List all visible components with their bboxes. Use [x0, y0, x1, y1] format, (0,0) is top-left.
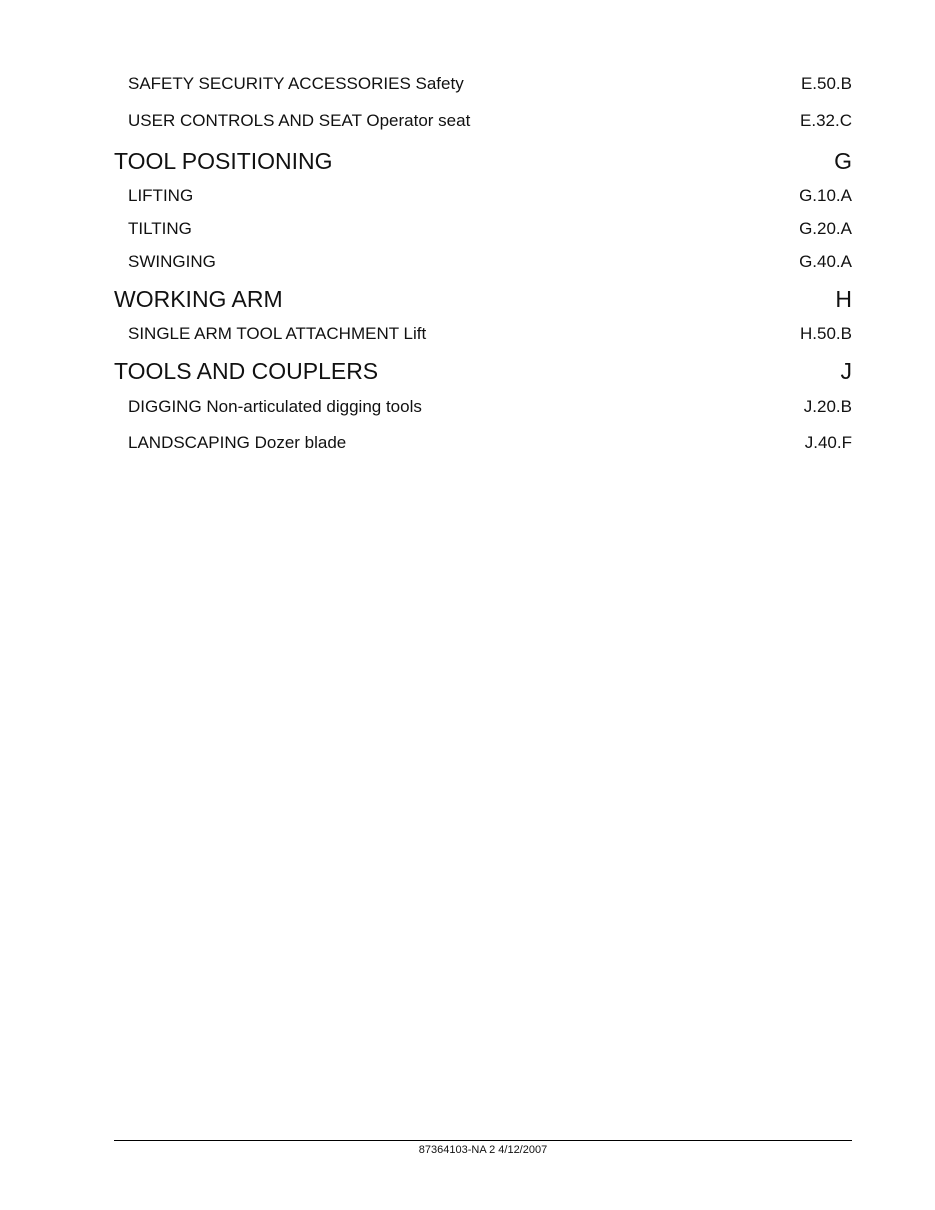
toc-entry-title: LIFTING: [128, 186, 194, 205]
toc-entry-title: SAFETY SECURITY ACCESSORIES Safety: [128, 74, 464, 93]
toc-section-code: G: [834, 148, 852, 174]
toc-section-code: J: [840, 358, 852, 384]
toc-entry[interactable]: [114, 433, 852, 453]
toc-entry-code: E.32.C: [800, 111, 852, 130]
toc-section-heading[interactable]: [114, 286, 852, 313]
toc-section-heading[interactable]: [114, 358, 852, 385]
footer-divider: [114, 1140, 852, 1141]
toc-entry-title: TILTING: [128, 219, 192, 238]
toc-entry-title: SINGLE ARM TOOL ATTACHMENT Lift: [128, 324, 427, 343]
toc-section-title: TOOL POSITIONING: [114, 148, 333, 174]
toc-entry-code: E.50.B: [800, 74, 852, 93]
toc-section-heading[interactable]: [114, 148, 852, 175]
toc-entry[interactable]: [114, 74, 852, 94]
toc-entry-code: H.50.B: [800, 324, 852, 343]
toc-entry-code: G.20.A: [799, 219, 852, 238]
toc-entry[interactable]: [114, 324, 852, 344]
toc-entry-code: J.20.B: [803, 397, 852, 416]
toc-entry-code: G.10.A: [799, 186, 852, 205]
toc-entry[interactable]: [114, 219, 852, 239]
toc-entry[interactable]: [114, 252, 852, 272]
toc-entry[interactable]: [114, 111, 852, 131]
toc-entry[interactable]: [114, 186, 852, 206]
toc-section-title: TOOLS AND COUPLERS: [114, 358, 379, 384]
toc-section-title: WORKING ARM: [114, 286, 283, 312]
toc-entry-title: SWINGING: [128, 252, 216, 271]
toc-entry-title: USER CONTROLS AND SEAT Operator seat: [128, 111, 471, 130]
toc-entry-title: DIGGING Non-articulated digging tools: [128, 397, 422, 416]
footer-document-id: 87364103-NA 2 4/12/2007: [418, 1144, 548, 1156]
toc-entry-code: G.40.A: [799, 252, 852, 271]
toc-entry[interactable]: [114, 397, 852, 417]
toc-entry-title: LANDSCAPING Dozer blade: [128, 433, 347, 452]
toc-entry-code: J.40.F: [804, 433, 852, 452]
toc-section-code: H: [835, 286, 852, 312]
